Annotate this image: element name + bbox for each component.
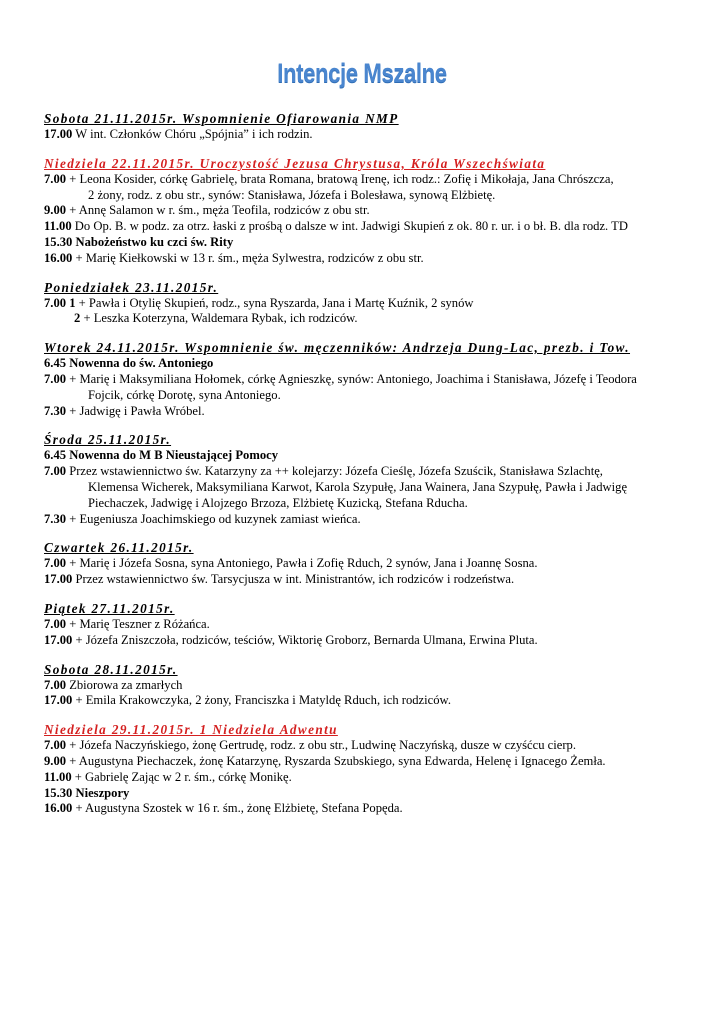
mass-time: 7.00 xyxy=(44,371,67,386)
day-section xyxy=(44,721,694,817)
intention-line xyxy=(44,556,694,572)
day-section xyxy=(44,339,694,419)
day-heading: Czwartek 26.11.2015r. xyxy=(44,540,194,556)
intention-line xyxy=(44,693,694,709)
mass-time: 16.00 xyxy=(44,801,73,816)
intention-continuation: 2 żony, rodz. z obu str., synów: Stanisława, Józefa i Bolesława, synową Elżbietę. xyxy=(88,187,496,202)
intention-line xyxy=(44,251,694,267)
intention-line xyxy=(44,572,694,588)
intention-line xyxy=(44,617,694,633)
day-heading: Niedziela 29.11.2015r. 1 Niedziela Adwentu xyxy=(44,722,338,738)
intention-continuation: Fojcik, córkę Dorotę, syna Antoniego. xyxy=(88,387,281,402)
intention-text: Przez wstawiennictwo św. Tarsycjusza w int. Ministrantów, ich rodziców i rodzeństwa. xyxy=(72,572,515,587)
intention-text: + Augustyna Piechaczek, żonę Katarzynę, Ryszarda Szubskiego, syna Edwarda, Helenę i Ignacego Żemła. xyxy=(66,753,606,768)
intention-text: + Emila Krakowczyka, 2 żony, Franciszka i Matyldę Rduch, ich rodziców. xyxy=(72,693,451,708)
intention-text: + Marię Kiełkowski w 13 r. śm., męża Sylwestra, rodziców z obu str. xyxy=(72,250,424,265)
day-section xyxy=(44,600,694,649)
mass-time: 7.00 xyxy=(44,738,67,753)
day-heading: Sobota 21.11.2015r. Wspomnienie Ofiarowania NMP xyxy=(44,111,399,126)
intention-text: + Pawła i Otylię Skupień, rodz., syna Ryszarda, Jana i Martę Kuźnik, 2 synów xyxy=(75,295,474,310)
intention-line xyxy=(44,127,694,143)
day-heading: Niedziela 22.11.2015r. Uroczystość Jezusa Chrystusa, Króla Wszechświata xyxy=(44,155,546,171)
intention-line xyxy=(44,770,694,786)
mass-time: 17.00 xyxy=(44,572,73,587)
mass-intentions-list xyxy=(44,110,694,829)
mass-time: 7.00 xyxy=(44,556,67,571)
intention-text: Przez wstawiennictwo św. Katarzyny za ++ kolejarzy: Józefa Cieślę, Józefa Szuścik, Stanisława Szlachtę, xyxy=(66,464,603,479)
intention-number: 2 xyxy=(74,311,81,326)
mass-time: 7.30 xyxy=(44,511,67,526)
day-section xyxy=(44,155,694,267)
intention-text: Do Op. B. w podz. za otrz. łaski z prośbą o dalsze w int. Jadwigi Skupień z ok. 80 r. ur. i o bł. B. dla rodz. TD xyxy=(71,219,628,234)
day-section xyxy=(44,279,694,328)
intention-text: + Józefa Naczyńskiego, żonę Gertrudę, rodz. z obu str., Ludwinę Naczyńską, dusze w czyśćcu cierp. xyxy=(66,738,577,753)
mass-time: 9.00 xyxy=(44,203,67,218)
intention-text: + Marię i Maksymiliana Hołomek, córkę Agnieszkę, synów: Antoniego, Joachima i Stanisława, Józefę i Teodora xyxy=(66,371,637,386)
service-line: 6.45 Nowenna do M B Nieustającej Pomocy xyxy=(44,448,279,463)
intention-line xyxy=(44,219,694,235)
mass-time: 9.00 xyxy=(44,753,67,768)
intention-line xyxy=(44,296,694,312)
mass-time: 11.00 xyxy=(44,219,72,234)
day-section xyxy=(44,110,694,143)
intention-line xyxy=(44,633,694,649)
mass-time: 16.00 xyxy=(44,250,73,265)
mass-time: 17.00 xyxy=(44,127,73,141)
intention-text: + Gabrielę Zając w 2 r. śm., córkę Monikę. xyxy=(71,769,292,784)
intention-text: + Leszka Koterzyna, Waldemara Rybak, ich rodziców. xyxy=(80,311,358,326)
intention-text: + Annę Salamon w r. śm., męża Teofila, rodziców z obu str. xyxy=(66,203,370,218)
mass-time: 7.00 xyxy=(44,616,67,631)
intention-line xyxy=(44,754,694,770)
mass-time: 17.00 xyxy=(44,693,73,708)
mass-time: 7.00 xyxy=(44,171,67,186)
day-heading: Środa 25.11.2015r. xyxy=(44,432,172,448)
intention-text: + Jadwigę i Pawła Wróbel. xyxy=(66,403,205,418)
intention-line xyxy=(44,738,694,754)
page-title: Intencje Mszalne xyxy=(277,58,447,88)
day-section xyxy=(44,661,694,710)
mass-time: 7.00 xyxy=(44,464,67,479)
day-heading: Wtorek 24.11.2015r. Wspomnienie św. męczenników: Andrzeja Dung-Lac, prezb. i Tow. xyxy=(44,340,631,356)
intention-line xyxy=(44,203,694,219)
intention-line xyxy=(44,172,694,188)
intention-sub-line xyxy=(44,311,694,327)
intention-line xyxy=(44,512,694,528)
intention-text: + Marię i Józefa Sosna, syna Antoniego, Pawła i Zofię Rduch, 2 synów, Jana i Joannę Sosna. xyxy=(66,556,538,571)
day-heading: Sobota 28.11.2015r. xyxy=(44,661,178,677)
day-heading: Piątek 27.11.2015r. xyxy=(44,600,175,616)
mass-time: 11.00 xyxy=(44,769,72,784)
mass-time: 17.00 xyxy=(44,632,73,647)
mass-time: 7.00 xyxy=(44,677,67,692)
intention-line xyxy=(44,801,694,817)
mass-time: 7.30 xyxy=(44,403,67,418)
intention-text: + Leona Kosider, córkę Gabrielę, brata Romana, bratową Irenę, ich rodz.: Zofię i Mikołaja, Jana Chrószcza, xyxy=(66,171,614,186)
intention-line xyxy=(44,372,694,388)
intention-continuation: Klemensa Wicherek, Maksymiliana Karwot, Karola Szypułę, Jana Wainera, Jana Szypułę, Pawła i Jadwigę xyxy=(88,479,628,494)
intention-text: + Eugeniusza Joachimskiego od kuzynek zamiast wieńca. xyxy=(66,511,361,526)
intention-text: + Marię Teszner z Różańca. xyxy=(66,616,210,631)
intention-text: Zbiorowa za zmarłych xyxy=(66,677,183,692)
mass-time: 7.00 1 xyxy=(44,295,76,310)
intention-text: W int. Członków Chóru „Spójnia” i ich rodzin. xyxy=(72,127,313,141)
intention-text: + Józefa Zniszczoła, rodziców, teściów, Wiktorię Groborz, Bernarda Ulmana, Erwina Pluta. xyxy=(72,632,538,647)
service-line: 6.45 Nowenna do św. Antoniego xyxy=(44,356,214,371)
intention-line xyxy=(44,678,694,694)
day-heading: Poniedziałek 23.11.2015r. xyxy=(44,279,219,295)
service-line: 15.30 Nieszpory xyxy=(44,785,130,800)
day-section xyxy=(44,539,694,588)
intention-line xyxy=(44,404,694,420)
intention-continuation: Piechaczek, Jadwigę i Alojzego Brzoza, Elżbietę Kuzicką, Stefana Rducha. xyxy=(88,495,468,510)
intention-line xyxy=(44,464,694,480)
day-section xyxy=(44,431,694,527)
intention-text: + Augustyna Szostek w 16 r. śm., żonę Elżbietę, Stefana Popęda. xyxy=(72,801,403,816)
service-line: 15.30 Nabożeństwo ku czci św. Rity xyxy=(44,234,234,249)
